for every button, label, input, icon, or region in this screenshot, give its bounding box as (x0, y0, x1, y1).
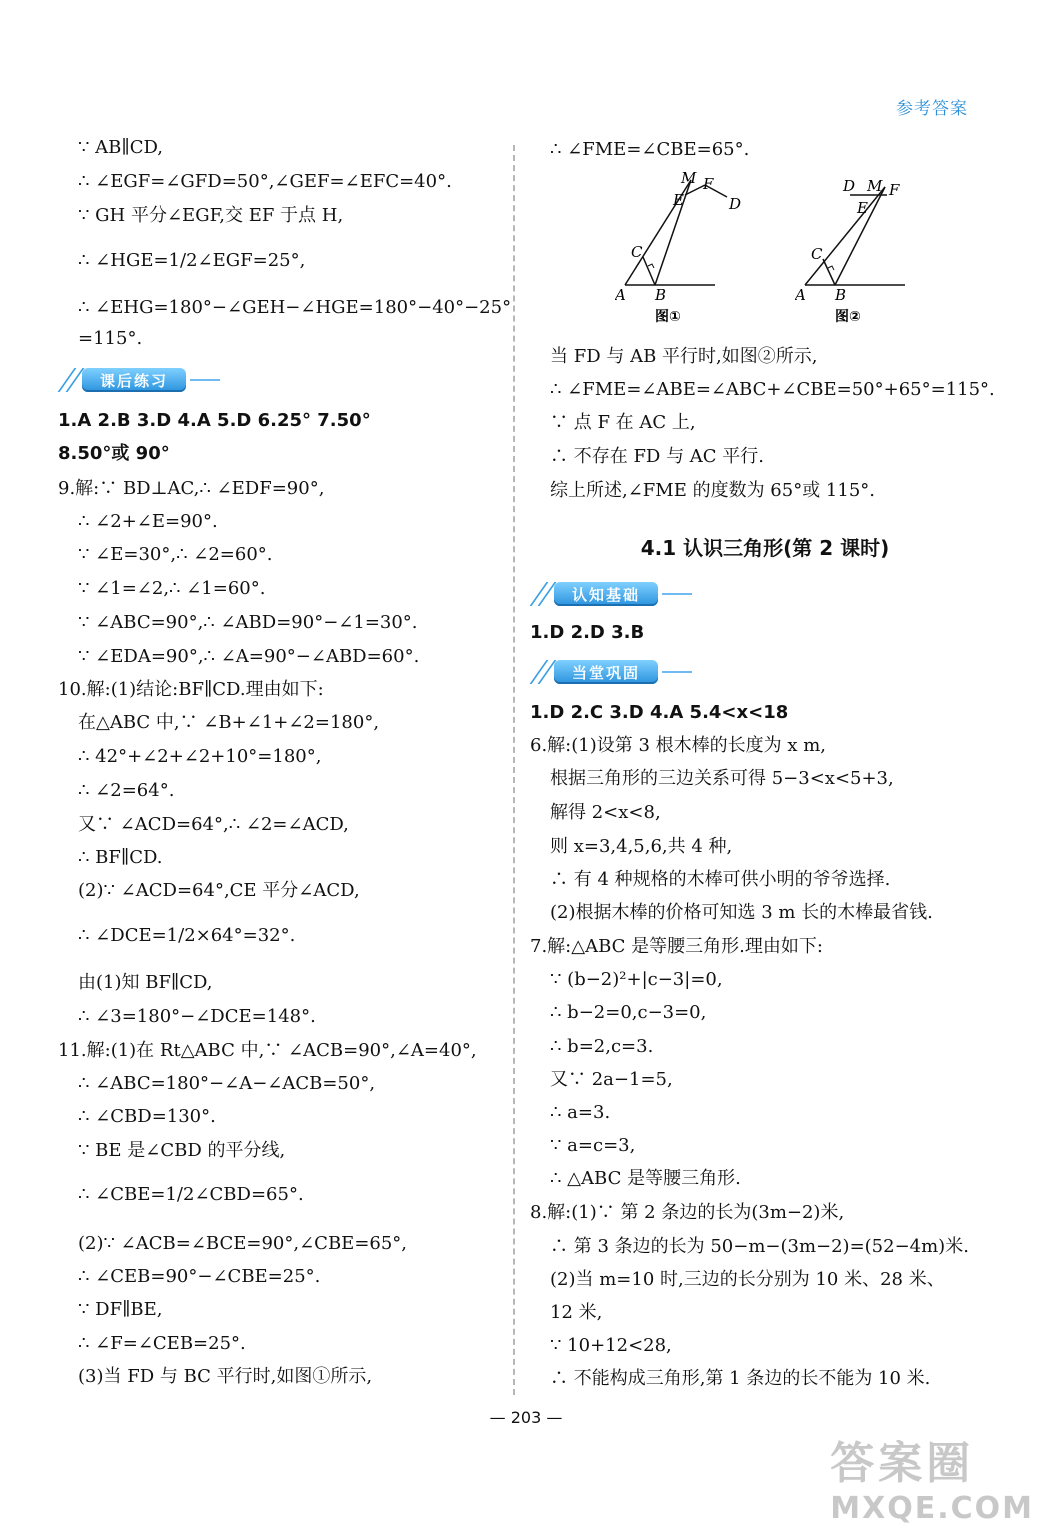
q7-line: ∴ a=3. (550, 1102, 611, 1123)
q10-line: ∴ 42°+∠2+∠2+10°=180°, (78, 746, 322, 767)
q11-line: (3)当 FD 与 BC 平行时,如图①所示, (78, 1366, 373, 1387)
svg-text:E: E (673, 191, 684, 209)
text-line: ∴ ∠FME=∠CBE=65°. (550, 139, 750, 160)
page-number: — 203 — (489, 1408, 563, 1427)
svg-text:A: A (795, 286, 806, 304)
q11-line: ∴ ∠CEB=90°−∠CBE=25°. (78, 1266, 321, 1287)
text-line: ∴ ∠HGE=1/2∠EGF=25°, (78, 250, 306, 271)
text-line: ∴ 不存在 FD 与 AC 平行. (550, 446, 765, 467)
text-line: ∵ AB∥CD, (78, 137, 163, 158)
figure-1 (615, 165, 765, 325)
q10-line: ∴ ∠DCE=1/2×64°=32°. (78, 925, 296, 946)
answers-line: 1.A 2.B 3.D 4.A 5.D 6.25° 7.50° (58, 410, 371, 431)
q7-line: ∵ (b−2)²+|c−3|=0, (550, 969, 723, 990)
banner-label: 认知基础 (554, 582, 658, 606)
q7-line: ∵ a=c=3, (550, 1135, 636, 1156)
slash-decoration (530, 658, 554, 686)
svg-text:M: M (681, 169, 697, 187)
svg-text:C: C (631, 243, 643, 261)
svg-text:B: B (835, 286, 847, 304)
q8-line: ∴ 第 3 条边的长为 50−m−(3m−2)=(52−4m)米. (550, 1236, 969, 1257)
slash-decoration (530, 580, 554, 608)
q9-line: ∵ ∠EDA=90°,∴ ∠A=90°−∠ABD=60°. (78, 646, 420, 667)
q6-line: ∴ 有 4 种规格的木棒可供小明的爷爷选择. (550, 869, 891, 890)
q9-line: ∵ ∠1=∠2,∴ ∠1=60°. (78, 578, 266, 599)
section-title: 4.1 认识三角形(第 2 课时) (640, 536, 890, 560)
q11-line: ∴ ∠ABC=180°−∠A−∠ACB=50°, (78, 1073, 376, 1094)
q8-line: (2)当 m=10 时,三边的长分别为 10 米、28 米、 (550, 1269, 945, 1290)
q9-line: ∵ ∠E=30°,∴ ∠2=60°. (78, 544, 273, 565)
q7-line: ∴ b−2=0,c−3=0, (550, 1002, 707, 1023)
q10-line: 10.解:(1)结论:BF∥CD.理由如下: (58, 679, 324, 700)
svg-text:F: F (703, 175, 714, 193)
q11-line: ∴ ∠F=∠CEB=25°. (78, 1333, 246, 1354)
q11-line: 11.解:(1)在 Rt△ABC 中,∵ ∠ACB=90°,∠A=40°, (58, 1040, 477, 1061)
q10-line: ∴ ∠2=64°. (78, 780, 175, 801)
q8-line: ∴ 不能构成三角形,第 1 条边的长不能为 10 米. (550, 1368, 931, 1389)
header-label: 参考答案 (896, 99, 968, 119)
svg-text:D: D (729, 195, 742, 213)
banner-tail (662, 671, 692, 673)
q7-line: ∴ △ABC 是等腰三角形. (550, 1168, 741, 1189)
q11-line: ∵ DF∥BE, (78, 1299, 163, 1320)
text-line: ∵ 点 F 在 AC 上, (550, 412, 696, 433)
svg-text:E: E (857, 199, 868, 217)
banner-tail (662, 593, 692, 595)
text-line: 综上所述,∠FME 的度数为 65°或 115°. (550, 480, 876, 501)
q9-line: ∵ ∠ABC=90°,∴ ∠ABD=90°−∠1=30°. (78, 612, 418, 633)
q6-line: 6.解:(1)设第 3 根木棒的长度为 x m, (530, 735, 827, 756)
q10-line: 在△ABC 中,∵ ∠B+∠1+∠2=180°, (78, 712, 380, 733)
answers-line: 8.50°或 90° (58, 443, 170, 464)
q10-line: ∴ ∠3=180°−∠DCE=148°. (78, 1006, 316, 1027)
text-line: =115°. (78, 328, 143, 349)
column-divider (513, 145, 515, 1395)
svg-text:B: B (655, 286, 667, 304)
watermark-line-2: MXQE.COM (830, 1491, 1034, 1526)
q10-line: 又∵ ∠ACD=64°,∴ ∠2=∠ACD, (78, 814, 349, 835)
q11-line: ∴ ∠CBD=130°. (78, 1106, 216, 1127)
figure-2 (795, 165, 945, 325)
q6-line: 解得 2<x<8, (550, 802, 661, 823)
watermark-logo (830, 1427, 1034, 1526)
q8-line: 12 米, (550, 1302, 603, 1323)
banner-basics (530, 580, 692, 608)
svg-text:C: C (811, 245, 823, 263)
figure-2-caption: 图② (835, 309, 861, 325)
q7-line: 7.解:△ABC 是等腰三角形.理由如下: (530, 936, 823, 957)
watermark-line-1: 答案圈 (830, 1438, 975, 1489)
banner-tail (190, 379, 220, 381)
q7-line: ∴ b=2,c=3. (550, 1036, 654, 1057)
answers-line: 1.D 2.D 3.B (530, 622, 645, 643)
q7-line: 又∵ 2a−1=5, (550, 1069, 673, 1090)
text-line: ∴ ∠EHG=180°−∠GEH−∠HGE=180°−40°−25° (78, 297, 512, 318)
banner-label: 课后练习 (82, 368, 186, 392)
q10-line: ∴ BF∥CD. (78, 847, 163, 868)
figure-1-caption: 图① (655, 309, 681, 325)
q6-line: (2)根据木棒的价格可知选 3 m 长的木棒最省钱. (550, 902, 933, 923)
q6-line: 根据三角形的三边关系可得 5−3<x<5+3, (550, 768, 894, 789)
q11-line: (2)∵ ∠ACB=∠BCE=90°,∠CBE=65°, (78, 1233, 408, 1254)
q11-line: ∵ BE 是∠CBD 的平分线, (78, 1140, 286, 1161)
svg-text:D: D (843, 177, 856, 195)
q6-line: 则 x=3,4,5,6,共 4 种, (550, 836, 733, 857)
slash-decoration (58, 366, 82, 394)
svg-text:F: F (889, 181, 900, 199)
text-line: ∴ ∠EGF=∠GFD=50°,∠GEF=∠EFC=40°. (78, 171, 452, 192)
banner-consolidate (530, 658, 692, 686)
svg-text:A: A (615, 286, 626, 304)
q8-line: ∵ 10+12<28, (550, 1335, 672, 1356)
svg-text:M: M (867, 177, 883, 195)
answers-line: 1.D 2.C 3.D 4.A 5.4<x<18 (530, 702, 789, 723)
banner-label: 当堂巩固 (554, 660, 658, 684)
q11-line: ∴ ∠CBE=1/2∠CBD=65°. (78, 1184, 304, 1205)
text-line: 当 FD 与 AB 平行时,如图②所示, (550, 346, 818, 367)
q8-line: 8.解:(1)∵ 第 2 条边的长为(3m−2)米, (530, 1202, 845, 1223)
q10-line: (2)∵ ∠ACD=64°,CE 平分∠ACD, (78, 880, 360, 901)
banner-after-class (58, 366, 220, 394)
text-line: ∵ GH 平分∠EGF,交 EF 于点 H, (78, 205, 344, 226)
text-line: ∴ ∠FME=∠ABE=∠ABC+∠CBE=50°+65°=115°. (550, 379, 995, 400)
q9-line: 9.解:∵ BD⊥AC,∴ ∠EDF=90°, (58, 478, 325, 499)
q10-line: 由(1)知 BF∥CD, (78, 972, 213, 993)
q9-line: ∴ ∠2+∠E=90°. (78, 511, 218, 532)
